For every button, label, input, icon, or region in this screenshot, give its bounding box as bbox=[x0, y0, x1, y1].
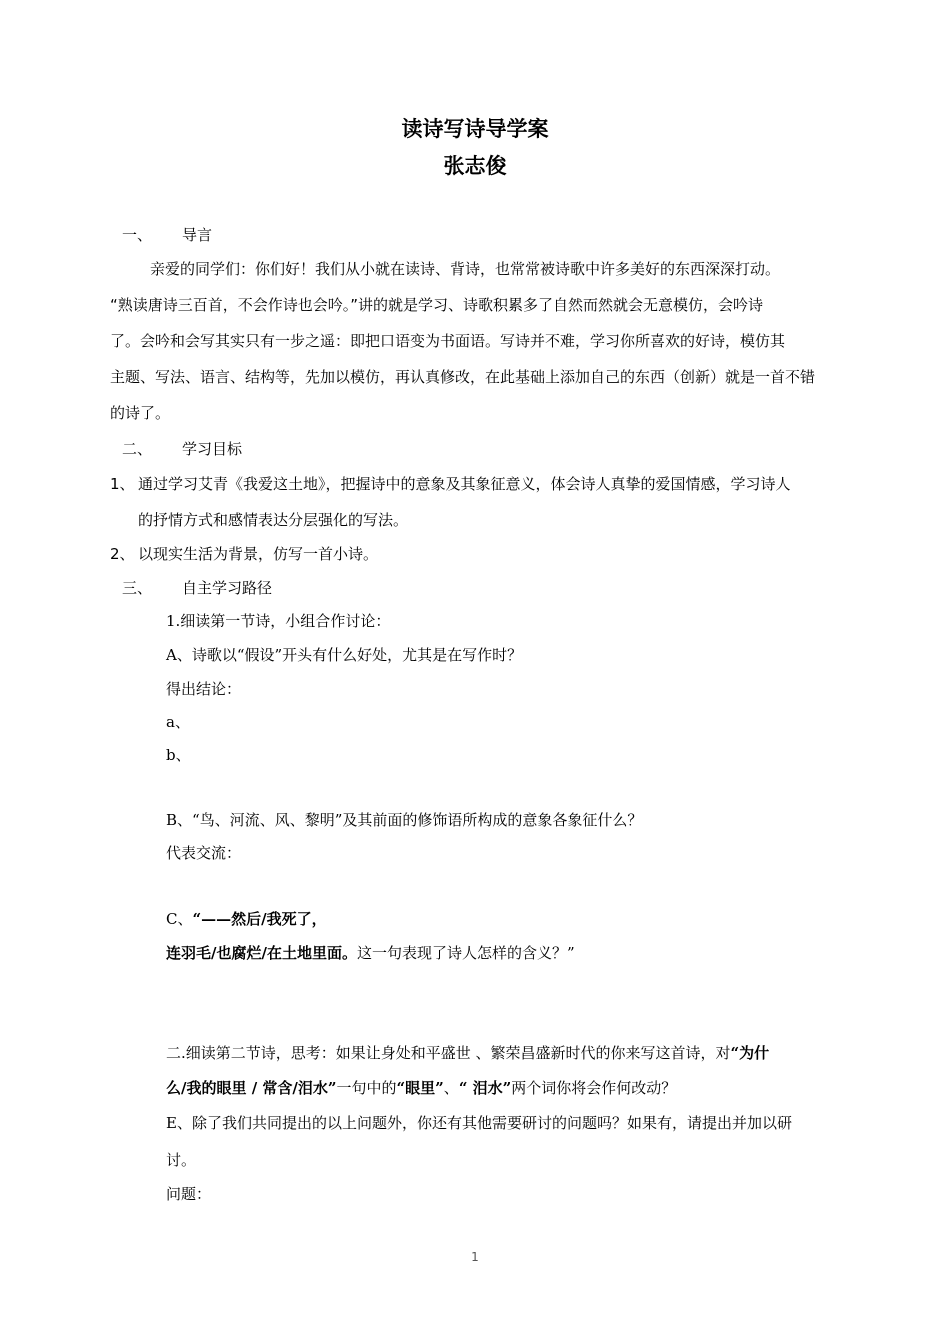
document-author: 张志俊 bbox=[443, 154, 507, 178]
representative-label: 代表交流： bbox=[166, 844, 242, 862]
goal1-line-2: 的抒情方式和感情表达分层强化的写法。 bbox=[138, 511, 409, 529]
question-c-line-2 bbox=[166, 943, 575, 963]
section1-number: 一、 bbox=[122, 226, 153, 244]
question-c-rest: 这一句表现了诗人怎样的含义？” bbox=[356, 944, 575, 962]
section1-heading: 导言 bbox=[182, 226, 213, 244]
question-c-quote-1: “——然后/我死了， bbox=[192, 910, 327, 928]
section3-heading: 自主学习路径 bbox=[182, 579, 273, 597]
task2-text-b: 一句中的 bbox=[336, 1079, 397, 1097]
question-c-quote-2: 连羽毛/也腐烂/在土地里面。 bbox=[166, 944, 357, 962]
task2-word-eyes: “眼里” bbox=[396, 1079, 444, 1097]
task2-line-2 bbox=[166, 1078, 676, 1098]
question-a: A、诗歌以“假设”开头有什么好处，尤其是在写作时？ bbox=[166, 646, 523, 664]
section2-heading: 学习目标 bbox=[182, 440, 243, 458]
task2-quote-end: 么/我的眼里 / 常含/泪水” bbox=[166, 1079, 337, 1097]
goal1-line-1: 通过学习艾青《我爱这土地》，把握诗中的意象及其象征意义，体会诗人真挚的爱国情感，学习诗人 bbox=[138, 475, 791, 493]
page-number: 1 bbox=[471, 1250, 479, 1264]
intro-line-3: 了。会吟和会写其实只有一步之遥：即把口语变为书面语。写诗并不难，学习你所喜欢的好诗，模仿其 bbox=[110, 332, 786, 350]
conclusion-a: a、 bbox=[166, 713, 190, 731]
conclusion-b: b、 bbox=[166, 746, 191, 764]
task1-intro: 1.细读第一节诗，小组合作讨论： bbox=[166, 612, 391, 630]
question-c-line-1 bbox=[166, 909, 327, 929]
goal1-number: 1、 bbox=[110, 475, 135, 493]
intro-line-2: “熟读唐诗三百首，不会作诗也会吟。”讲的就是学习、诗歌积累多了自然而然就会无意模仿，会吟诗 bbox=[110, 296, 764, 314]
question-e-line-2: 讨。 bbox=[166, 1151, 197, 1169]
goal2-line-1: 以现实生活为背景，仿写一首小诗。 bbox=[138, 545, 379, 563]
section3-number: 三、 bbox=[122, 579, 153, 597]
task2-line-1 bbox=[166, 1043, 769, 1063]
document-title: 读诗写诗导学案 bbox=[401, 117, 549, 141]
task2-word-tears: “ 泪水” bbox=[458, 1079, 512, 1097]
task2-text-a: 二.细读第二节诗，思考：如果让身处和平盛世 、繁荣昌盛新时代的你来写这首诗，对 bbox=[166, 1044, 731, 1062]
conclusion-label: 得出结论： bbox=[166, 680, 242, 698]
task2-quote-start: “为什 bbox=[730, 1044, 770, 1062]
task2-text-c: 两个词你将会作何改动？ bbox=[511, 1079, 677, 1097]
question-b: B、“鸟、河流、风、黎明”及其前面的修饰语所构成的意象各象征什么？ bbox=[166, 811, 643, 829]
intro-line-4: 主题、写法、语言、结构等，先加以模仿，再认真修改，在此基础上添加自己的东西（创新）就是一首不错 bbox=[110, 368, 816, 386]
question-c-prefix: C、 bbox=[166, 910, 193, 928]
question-label: 问题： bbox=[166, 1185, 212, 1203]
question-e-line-1: E、除了我们共同提出的以上问题外，你还有其他需要研讨的问题吗？如果有，请提出并加以研 bbox=[166, 1114, 792, 1132]
intro-line-1: 亲爱的同学们：你们好！我们从小就在读诗、背诗，也常常被诗歌中许多美好的东西深深打动。 bbox=[150, 260, 781, 278]
section2-number: 二、 bbox=[122, 440, 153, 458]
goal2-number: 2、 bbox=[110, 545, 135, 563]
task2-separator: 、 bbox=[443, 1079, 459, 1097]
intro-line-5: 的诗了。 bbox=[110, 404, 171, 422]
